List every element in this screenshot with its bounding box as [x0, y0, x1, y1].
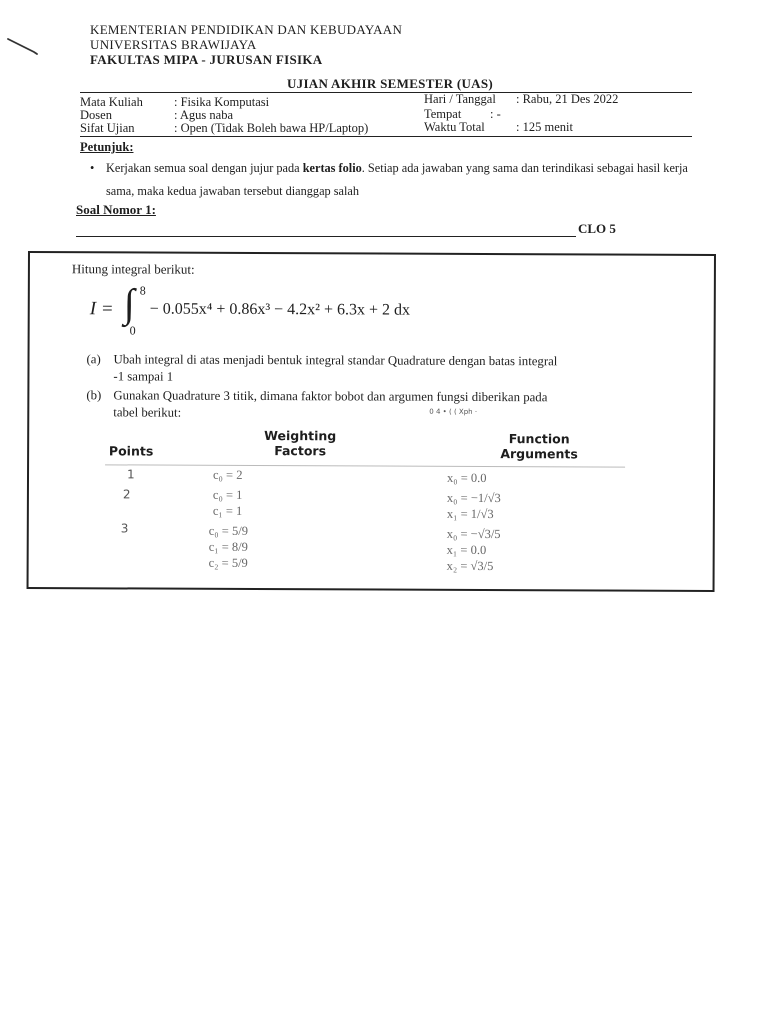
- instruction-bullet: •: [90, 161, 95, 175]
- instruction-text-start: Kerjakan semua soal dengan jujur pada: [106, 161, 303, 175]
- exam-type-label: Sifat Ujian: [80, 121, 135, 135]
- header-weighting-line-1: Weighting: [264, 428, 337, 444]
- header-points: Points: [108, 443, 154, 459]
- part-a-text: [113, 351, 557, 387]
- row-1-point: 1: [126, 467, 135, 482]
- header-weighting-factors: [245, 428, 355, 458]
- row-2-point: 2: [122, 487, 131, 502]
- course-label: Mata Kuliah: [80, 95, 143, 109]
- exam-title: UJIAN AKHIR SEMESTER (UAS): [286, 76, 494, 91]
- time-label: Waktu Total: [424, 120, 485, 134]
- date-label: Hari / Tanggal: [424, 92, 496, 106]
- ministry-name: KEMENTERIAN PENDIDIKAN DAN KEBUDAYAAN: [90, 22, 403, 37]
- table-header-rule: [105, 464, 625, 467]
- part-a: [86, 351, 707, 384]
- integral-formula: [89, 280, 690, 346]
- instruction-text-end: . Setiap ada jawaban yang sama dan terindikasi sebagai hasil kerja sama, maka kedua jawaban tersebut dianggap salah: [106, 161, 688, 198]
- lecturer-value: : Agus naba: [174, 108, 234, 122]
- instruction-text: [106, 157, 696, 203]
- place-value: : -: [490, 107, 501, 121]
- row-1-weight-1: c₀ = 2: [212, 467, 243, 482]
- part-b-text: [113, 387, 547, 423]
- header-arguments-line-1: Function: [508, 431, 570, 447]
- faculty-name: FAKULTAS MIPA - JURUSAN FISIKA: [90, 52, 323, 67]
- row-2-argument-2: x₁ = 1/√3: [446, 506, 494, 522]
- date-value: : Rabu, 21 Des 2022: [516, 92, 619, 106]
- row-3-argument-3: x₂ = √3/5: [446, 558, 494, 574]
- header-arguments-line-2: Arguments: [500, 446, 578, 462]
- row-2-argument-1: x₀ = −1/√3: [446, 490, 501, 506]
- integral-sign-icon: ∫: [123, 280, 135, 326]
- row-1-argument-1: x₀ = 0.0: [446, 470, 487, 486]
- pencil-mark-icon: [6, 36, 40, 58]
- place-label: Tempat: [424, 107, 462, 121]
- course-value: : Fisika Komputasi: [174, 95, 270, 109]
- part-b-label: (b): [86, 388, 102, 403]
- instruction-text-bold: kertas folio: [302, 161, 362, 175]
- clo-label: CLO 5: [578, 221, 616, 236]
- header-function-arguments: [479, 431, 599, 462]
- formula-lhs: I =: [89, 298, 114, 320]
- integrand: − 0.055x⁴ + 0.86x³ − 4.2x² + 6.3x + 2 dx: [149, 300, 411, 319]
- part-a-label: (a): [86, 352, 101, 367]
- header-weighting-line-2: Factors: [274, 443, 327, 459]
- row-3-argument-1: x₀ = −√3/5: [446, 526, 501, 542]
- row-2-weight-2: c₁ = 1: [212, 503, 243, 518]
- lecturer-label: Dosen: [80, 108, 112, 122]
- lower-limit: 0: [129, 323, 136, 338]
- institution-header: [90, 22, 402, 67]
- upper-limit: 8: [139, 283, 146, 298]
- university-name: UNIVERSITAS BRAWIJAYA: [90, 37, 257, 52]
- row-3-weight-1: c₀ = 5/9: [208, 523, 248, 538]
- part-b-line-2: tabel berikut:: [113, 405, 182, 420]
- time-value: : 125 menit: [516, 120, 573, 134]
- row-3-point: 3: [120, 521, 129, 536]
- row-3-weight-2: c₁ = 8/9: [208, 539, 248, 554]
- exam-type-value: : Open (Tidak Boleh bawa HP/Laptop): [174, 121, 369, 135]
- question-label: Soal Nomor 1:: [76, 202, 156, 217]
- question-intro: Hitung integral berikut:: [71, 261, 195, 277]
- row-2-weight-1: c₀ = 1: [212, 487, 243, 502]
- row-3-weight-3: c₂ = 5/9: [208, 555, 248, 570]
- row-3-argument-2: x₁ = 0.0: [446, 542, 487, 558]
- instructions-heading: Petunjuk:: [80, 140, 134, 154]
- info-rule: [80, 136, 692, 137]
- question-box: [27, 251, 716, 592]
- part-a-line-2: -1 sampai 1: [113, 369, 174, 384]
- handwritten-note: 0 4 • ( ( Xph ·: [429, 407, 478, 416]
- question-rule: [76, 236, 576, 237]
- part-a-line-1: Ubah integral di atas menjadi bentuk integral standar Quadrature dengan batas integral: [113, 352, 558, 369]
- part-b-line-1: Gunakan Quadrature 3 titik, dimana faktor bobot dan argumen fungsi diberikan pada: [113, 388, 548, 405]
